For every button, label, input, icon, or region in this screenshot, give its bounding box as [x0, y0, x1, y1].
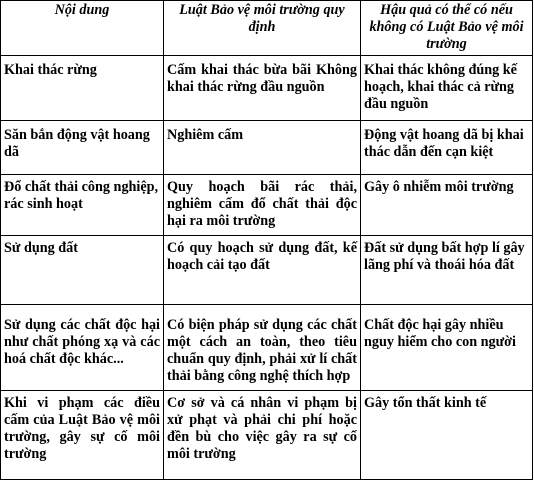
cell-content: Sử dụng đất — [1, 236, 164, 305]
cell-regulation: Có quy hoạch sử dụng đất, kế hoạch cải tạo đất — [164, 236, 361, 305]
table-row — [1, 305, 533, 391]
cell-content: Đổ chất thải công nghiệp, rác sinh hoạt — [1, 175, 164, 236]
cell-consequence: Đất sử dụng bất hợp lí gây lãng phí và thoái hóa đất — [361, 236, 533, 305]
cell-regulation: Cấm khai thác bừa bãi Không khai thác rừng đầu nguồn — [164, 56, 361, 121]
cell-consequence: Động vật hoang dã bị khai thác dẫn đến cạn kiệt — [361, 121, 533, 175]
cell-content: Khai thác rừng — [1, 56, 164, 121]
header-consequence: Hậu quả có thể có nếu không có Luật Bảo vệ môi trường — [361, 1, 533, 56]
cell-consequence: Gây ô nhiễm môi trường — [361, 175, 533, 236]
table-row — [1, 56, 533, 121]
cell-regulation: Có biện pháp sử dụng các chất một cách an toàn, theo tiêu chuẩn quy định, phải xử lí chất thải bằng công nghệ thích hợp — [164, 305, 361, 391]
cell-regulation: Cơ sở và cá nhân vi phạm bị xử phạt và phải chi phí hoặc đền bù cho việc gây ra sự cố môi trường — [164, 391, 361, 480]
cell-consequence: Chất độc hại gây nhiều nguy hiểm cho con người — [361, 305, 533, 391]
cell-content: Săn bắn động vật hoang dã — [1, 121, 164, 175]
table-row — [1, 236, 533, 305]
header-row — [1, 1, 533, 56]
cell-content: Sử dụng các chất độc hại như chất phóng xạ và các hoá chất độc khác... — [1, 305, 164, 391]
table-row — [1, 391, 533, 480]
cell-regulation: Quy hoạch bãi rác thải, nghiêm cấm đổ chất thải độc hại ra môi trường — [164, 175, 361, 236]
cell-consequence: Gây tổn thất kinh tế — [361, 391, 533, 480]
header-content: Nội dung — [1, 1, 164, 56]
header-law-regulation: Luật Bảo vệ môi trường quy định — [164, 1, 361, 56]
cell-consequence: Khai thác không đúng kế hoạch, khai thác cả rừng đầu nguồn — [361, 56, 533, 121]
cell-content: Khi vi phạm các điều cấm của Luật Bảo vệ môi trường, gây sự cố môi trường — [1, 391, 164, 480]
cell-regulation: Nghiêm cấm — [164, 121, 361, 175]
table-row — [1, 121, 533, 175]
table-row — [1, 175, 533, 236]
